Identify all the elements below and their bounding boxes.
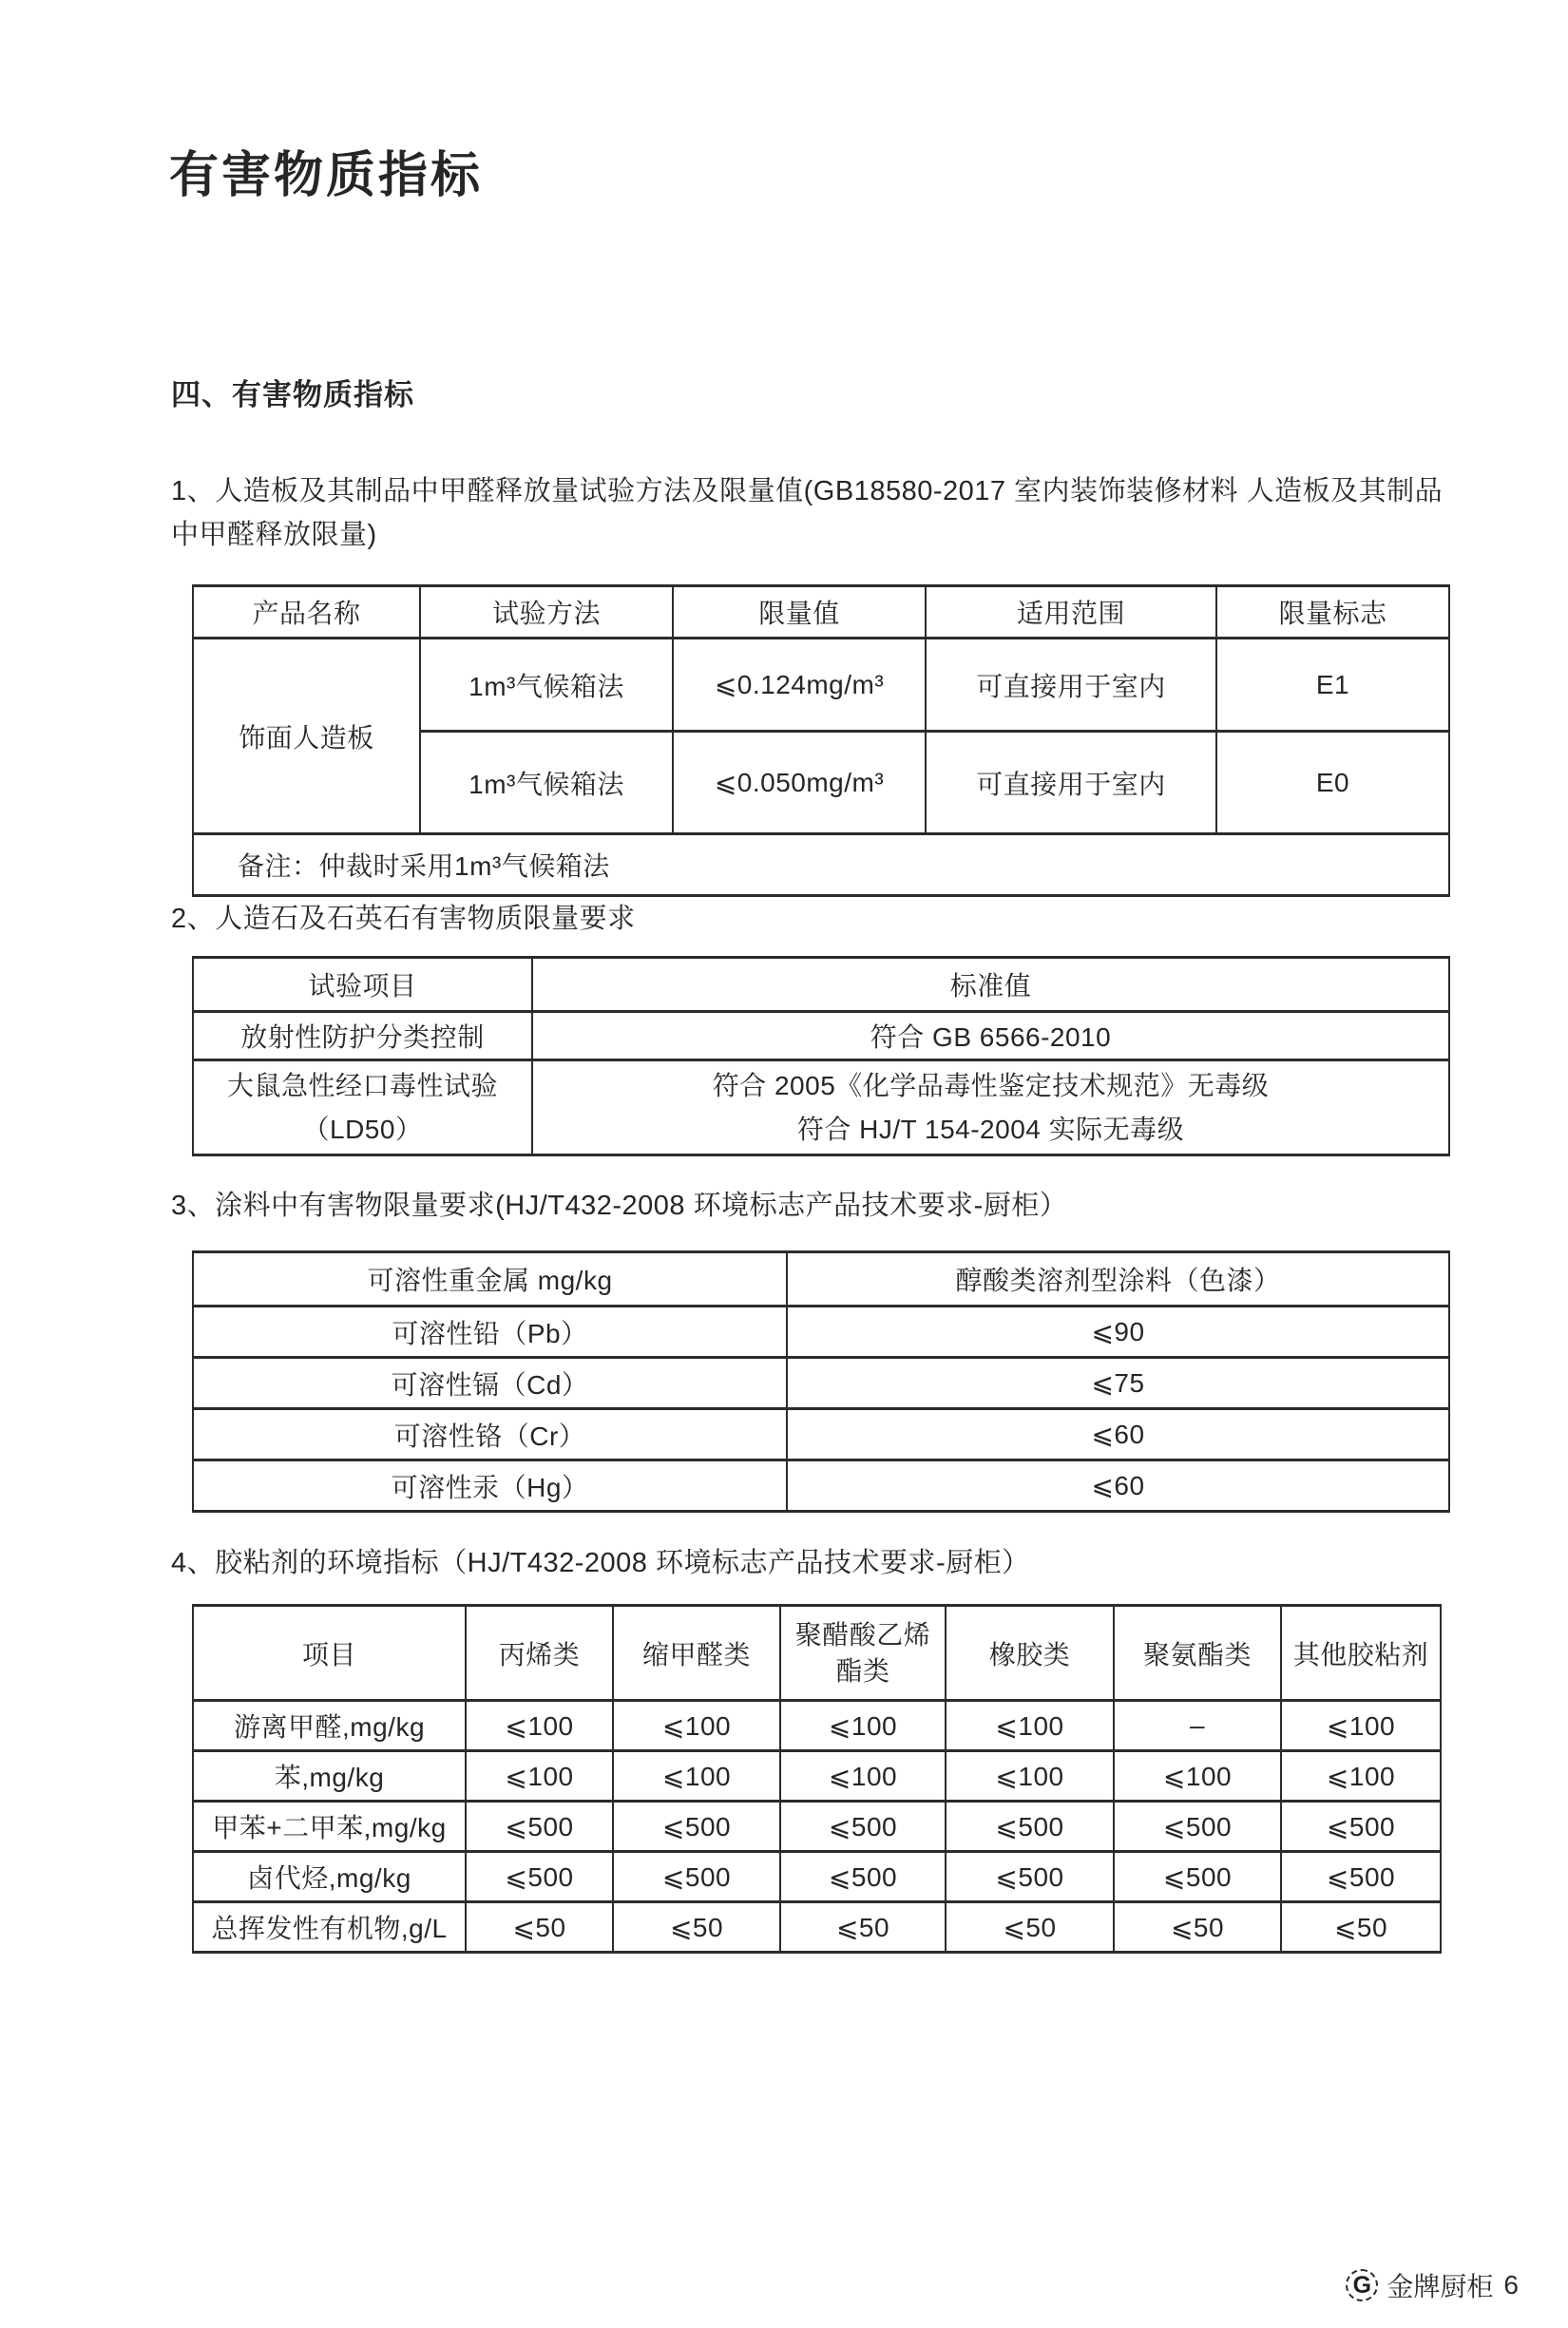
table-cell: ⩽100 <box>1281 1701 1441 1751</box>
table-cell: ⩽100 <box>466 1751 613 1802</box>
table-cell: 1m³气候箱法 <box>420 639 673 732</box>
table-row <box>193 1060 1449 1155</box>
table-row <box>193 1012 1449 1060</box>
table-cell: ⩽50 <box>613 1902 780 1953</box>
table-cell: ⩽0.124mg/m³ <box>673 639 926 732</box>
cell-line: （LD50） <box>302 1114 423 1144</box>
table-cell: ⩽500 <box>1114 1802 1281 1852</box>
table-cell: E1 <box>1216 639 1449 732</box>
table-cell: ⩽100 <box>1114 1751 1281 1802</box>
table-row <box>193 1751 1441 1802</box>
header-cell: 可溶性重金属 mg/kg <box>193 1252 787 1307</box>
goldenhome-logo-icon: G <box>1346 2269 1378 2301</box>
header-cell: 试验项目 <box>193 958 532 1012</box>
table-header-row <box>193 1606 1441 1701</box>
header-cell: 丙烯类 <box>466 1606 613 1701</box>
table-cell <box>532 1060 1449 1155</box>
row-label-cell: 游离甲醛,mg/kg <box>193 1701 466 1751</box>
table-cell: – <box>1114 1701 1281 1751</box>
table-cell: ⩽100 <box>780 1701 946 1751</box>
table-cell: ⩽500 <box>613 1802 780 1852</box>
cell-line: 符合 2005《化学品毒性鉴定技术规范》无毒级 <box>712 1070 1270 1100</box>
item2-heading: 2、人造石及石英石有害物质限量要求 <box>171 904 636 934</box>
header-cell: 其他胶粘剂 <box>1281 1606 1441 1701</box>
table-cell: ⩽500 <box>466 1802 613 1852</box>
header-cell: 产品名称 <box>193 586 420 639</box>
table-cell: ⩽100 <box>946 1701 1114 1751</box>
table-row <box>193 1358 1449 1409</box>
table-cell: 放射性防护分类控制 <box>193 1012 532 1060</box>
table-cell: ⩽500 <box>946 1802 1114 1852</box>
header-cell: 限量值 <box>673 586 926 639</box>
row-label-cell: 卤代烃,mg/kg <box>193 1852 466 1902</box>
table-cell: ⩽50 <box>1114 1902 1281 1953</box>
table-header-row <box>193 958 1449 1012</box>
header-cell: 限量标志 <box>1216 586 1449 639</box>
table-cell: ⩽100 <box>1281 1751 1441 1802</box>
table-cell: ⩽50 <box>466 1902 613 1953</box>
table-cell: ⩽500 <box>613 1852 780 1902</box>
stone-limit-table <box>192 956 1450 1156</box>
cell-line: 符合 HJ/T 154-2004 实际无毒级 <box>796 1114 1185 1144</box>
table-cell: ⩽100 <box>780 1751 946 1802</box>
header-cell-text: 聚醋酸乙烯酯类 <box>794 1619 931 1686</box>
table-cell: E0 <box>1216 732 1449 834</box>
table-cell: ⩽100 <box>946 1751 1114 1802</box>
table-cell: ⩽50 <box>946 1902 1114 1953</box>
product-name-cell: 饰面人造板 <box>193 639 420 834</box>
table-cell: ⩽500 <box>1281 1852 1441 1902</box>
table-cell: ⩽100 <box>466 1701 613 1751</box>
page-footer <box>1346 2267 1519 2303</box>
table-cell: ⩽500 <box>1114 1852 1281 1902</box>
header-cell <box>780 1606 946 1701</box>
table-cell: 可溶性铅（Pb） <box>193 1307 787 1358</box>
row-label-cell: 苯,mg/kg <box>193 1751 466 1802</box>
table-cell: ⩽100 <box>613 1751 780 1802</box>
table-cell: ⩽500 <box>780 1852 946 1902</box>
remark-cell: 备注：仲裁时采用1m³气候箱法 <box>193 834 1449 896</box>
table-cell: ⩽500 <box>1281 1802 1441 1852</box>
table-cell: 可直接用于室内 <box>926 732 1216 834</box>
header-cell: 适用范围 <box>926 586 1216 639</box>
table-cell: ⩽500 <box>946 1852 1114 1902</box>
header-cell: 试验方法 <box>420 586 673 639</box>
table-cell: 可溶性铬（Cr） <box>193 1409 787 1460</box>
row-label-cell: 甲苯+二甲苯,mg/kg <box>193 1802 466 1852</box>
table-cell: 可溶性镉（Cd） <box>193 1358 787 1409</box>
table-cell: 1m³气候箱法 <box>420 732 673 834</box>
table-cell <box>193 1060 532 1155</box>
table-cell: ⩽75 <box>787 1358 1449 1409</box>
table-row <box>193 639 1449 732</box>
coating-metal-table <box>192 1250 1450 1513</box>
adhesive-indicator-table <box>192 1604 1442 1954</box>
header-cell: 醇酸类溶剂型涂料（色漆） <box>787 1252 1449 1307</box>
table-row <box>193 1701 1441 1751</box>
page-number: 6 <box>1503 2270 1519 2299</box>
table-row <box>193 1852 1441 1902</box>
header-cell: 橡胶类 <box>946 1606 1114 1701</box>
table-row <box>193 1307 1449 1358</box>
item1-heading: 1、人造板及其制品中甲醛释放量试验方法及限量值(GB18580-2017 室内装饰装修材料 人造板及其制品中甲醛释放限量) <box>171 476 1444 550</box>
table-cell: 可溶性汞（Hg） <box>193 1460 787 1512</box>
table-row <box>193 1902 1441 1953</box>
table-header-row <box>193 1252 1449 1307</box>
table-cell: ⩽500 <box>780 1802 946 1852</box>
row-label-cell: 总挥发性有机物,g/L <box>193 1902 466 1953</box>
header-cell: 聚氨酯类 <box>1114 1606 1281 1701</box>
cell-line: 大鼠急性经口毒性试验 <box>226 1070 498 1100</box>
item4-heading: 4、胶粘剂的环境指标（HJ/T432-2008 环境标志产品技术要求-厨柜） <box>171 1548 1030 1578</box>
header-cell: 缩甲醛类 <box>613 1606 780 1701</box>
section-heading: 四、有害物质指标 <box>171 378 414 411</box>
table-row <box>193 1460 1449 1512</box>
table-cell: 符合 GB 6566-2010 <box>532 1012 1449 1060</box>
table-row <box>193 1409 1449 1460</box>
table-header-row <box>193 586 1449 639</box>
table-cell: ⩽90 <box>787 1307 1449 1358</box>
header-cell: 项目 <box>193 1606 466 1701</box>
page-title: 有害物质指标 <box>169 148 484 203</box>
item3-heading: 3、涂料中有害物限量要求(HJ/T432-2008 环境标志产品技术要求-厨柜） <box>171 1191 1068 1221</box>
table-cell: ⩽100 <box>613 1701 780 1751</box>
table-cell: ⩽0.050mg/m³ <box>673 732 926 834</box>
header-cell: 标准值 <box>532 958 1449 1012</box>
table-cell: ⩽50 <box>780 1902 946 1953</box>
table-remark-row <box>193 834 1449 896</box>
table-cell: ⩽50 <box>1281 1902 1441 1953</box>
table-cell: ⩽60 <box>787 1409 1449 1460</box>
formaldehyde-limit-table <box>192 584 1450 897</box>
table-row <box>193 1802 1441 1852</box>
brand-name: 金牌厨柜 <box>1386 2272 1494 2301</box>
table-cell: 可直接用于室内 <box>926 639 1216 732</box>
table-cell: ⩽500 <box>466 1852 613 1902</box>
table-cell: ⩽60 <box>787 1460 1449 1512</box>
